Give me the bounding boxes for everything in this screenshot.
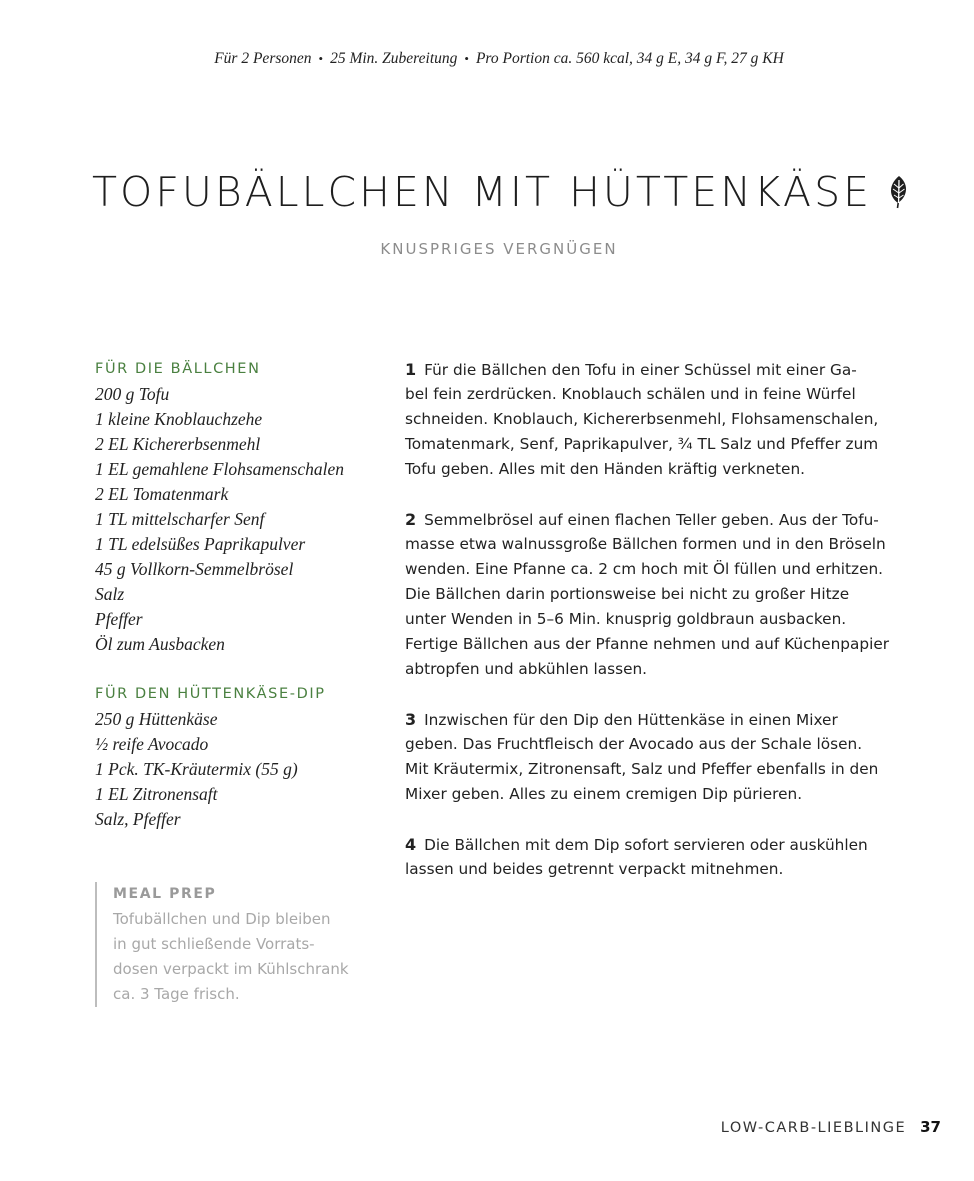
page-number: 37	[920, 1118, 941, 1136]
step-text: Die Bällchen mit dem Dip sofort servieren oder auskühlen	[424, 836, 868, 854]
section-spacer	[95, 657, 385, 682]
title-row	[92, 166, 922, 218]
meal-prep-tip	[95, 882, 383, 1007]
ingredient-item: Salz	[95, 584, 125, 604]
recipe-meta	[0, 50, 974, 68]
ingredient-item: Salz, Pfeffer	[95, 809, 181, 829]
tip-line: ca. 3 Tage frisch.	[113, 985, 240, 1003]
step-line: lassen und beides getrennt verpackt mitnehmen.	[405, 860, 784, 878]
ingredient-item: 250 g Hüttenkäse	[95, 709, 218, 729]
step-text: Für die Bällchen den Tofu in einer Schüssel mit einer Ga-	[424, 361, 857, 379]
ingredient-item: 45 g Vollkorn-Semmelbrösel	[95, 559, 294, 579]
step-line: geben. Das Fruchtfleisch der Avocado aus der Schale lösen.	[405, 735, 863, 753]
step-line: schneiden. Knoblauch, Kichererbsenmehl, Flohsamenschalen,	[405, 410, 879, 428]
step-line: Mit Kräutermix, Zitronensaft, Salz und Pfeffer ebenfalls in den	[405, 760, 879, 778]
ingredient-item: 1 EL Zitronensaft	[95, 784, 218, 804]
step-line	[405, 507, 917, 532]
step-line: wenden. Eine Pfanne ca. 2 cm hoch mit Öl füllen und erhitzen.	[405, 560, 884, 578]
instructions-column	[405, 357, 917, 907]
tip-heading: MEAL PREP	[113, 886, 217, 902]
step-2	[405, 507, 917, 682]
tip-line: dosen verpackt im Kühlschrank	[113, 960, 349, 978]
step-number: 2	[405, 510, 417, 529]
step-number: 3	[405, 710, 417, 729]
step-line: abtropfen und abkühlen lassen.	[405, 660, 648, 678]
ingredient-item: 1 TL edelsüßes Paprikapulver	[95, 534, 306, 554]
recipe-title: TOFUBÄLLCHEN MIT HÜTTENKÄSE	[92, 168, 873, 216]
ingredient-item: Pfeffer	[95, 609, 143, 629]
ingredient-item: 1 TL mittelscharfer Senf	[95, 509, 265, 529]
tip-text	[113, 907, 383, 1007]
nutrition-info: Pro Portion ca. 560 kcal, 34 g E, 34 g F, 27 g KH	[475, 50, 784, 67]
step-line: masse etwa walnussgroße Bällchen formen und in den Bröseln	[405, 535, 886, 553]
step-line	[405, 357, 917, 382]
dip-ingredient-list	[95, 707, 385, 832]
ingredient-item: 1 kleine Knoblauchzehe	[95, 409, 263, 429]
separator-dot: •	[464, 51, 469, 66]
ingredient-item: 200 g Tofu	[95, 384, 170, 404]
balls-ingredients-heading: FÜR DIE BÄLLCHEN	[95, 361, 261, 377]
step-line: Tomatenmark, Senf, Paprikapulver, ¾ TL Salz und Pfeffer zum	[405, 435, 879, 453]
step-3	[405, 707, 917, 807]
step-number: 4	[405, 835, 417, 854]
step-1	[405, 357, 917, 482]
step-line	[405, 832, 917, 857]
step-line	[405, 707, 917, 732]
section-label: LOW-CARB-LIEBLINGE	[720, 1120, 907, 1136]
step-line: Fertige Bällchen aus der Pfanne nehmen und auf Küchenpapier	[405, 635, 890, 653]
dip-ingredients-heading: FÜR DEN HÜTTENKÄSE-DIP	[95, 686, 326, 702]
step-line: bel fein zerdrücken. Knoblauch schälen und in feine Würfel	[405, 385, 856, 403]
step-text: Inzwischen für den Dip den Hüttenkäse in einen Mixer	[424, 711, 838, 729]
tip-line: Tofubällchen und Dip bleiben	[113, 910, 331, 928]
step-4	[405, 832, 917, 882]
balls-ingredient-list	[95, 382, 385, 657]
step-text: Semmelbrösel auf einen flachen Teller geben. Aus der Tofu-	[424, 511, 879, 529]
ingredient-item: Öl zum Ausbacken	[95, 634, 225, 654]
tip-line: in gut schließende Vorrats-	[113, 935, 315, 953]
page-footer	[721, 1116, 941, 1138]
ingredient-item: 2 EL Kichererbsenmehl	[95, 434, 261, 454]
ingredient-item: 2 EL Tomatenmark	[95, 484, 229, 504]
step-line: Tofu geben. Alles mit den Händen kräftig verkneten.	[405, 460, 805, 478]
step-line: unter Wenden in 5–6 Min. knusprig goldbraun ausbacken.	[405, 610, 847, 628]
step-line: Die Bällchen darin portionsweise bei nicht zu großer Hitze	[405, 585, 850, 603]
step-line: Mixer geben. Alles zu einem cremigen Dip pürieren.	[405, 785, 803, 803]
ingredient-item: ½ reife Avocado	[95, 734, 209, 754]
ingredient-item: 1 Pck. TK-Kräutermix (55 g)	[95, 759, 298, 779]
step-number: 1	[405, 360, 417, 379]
ingredient-item: 1 EL gemahlene Flohsamenschalen	[95, 459, 345, 479]
leaf-icon	[886, 174, 912, 210]
recipe-subtitle: KNUSPRIGES VERGNÜGEN	[380, 240, 618, 258]
ingredients-column	[95, 357, 385, 832]
prep-time: 25 Min. Zubereitung	[330, 50, 458, 67]
servings: Für 2 Personen	[214, 50, 312, 67]
separator-dot: •	[318, 51, 324, 66]
